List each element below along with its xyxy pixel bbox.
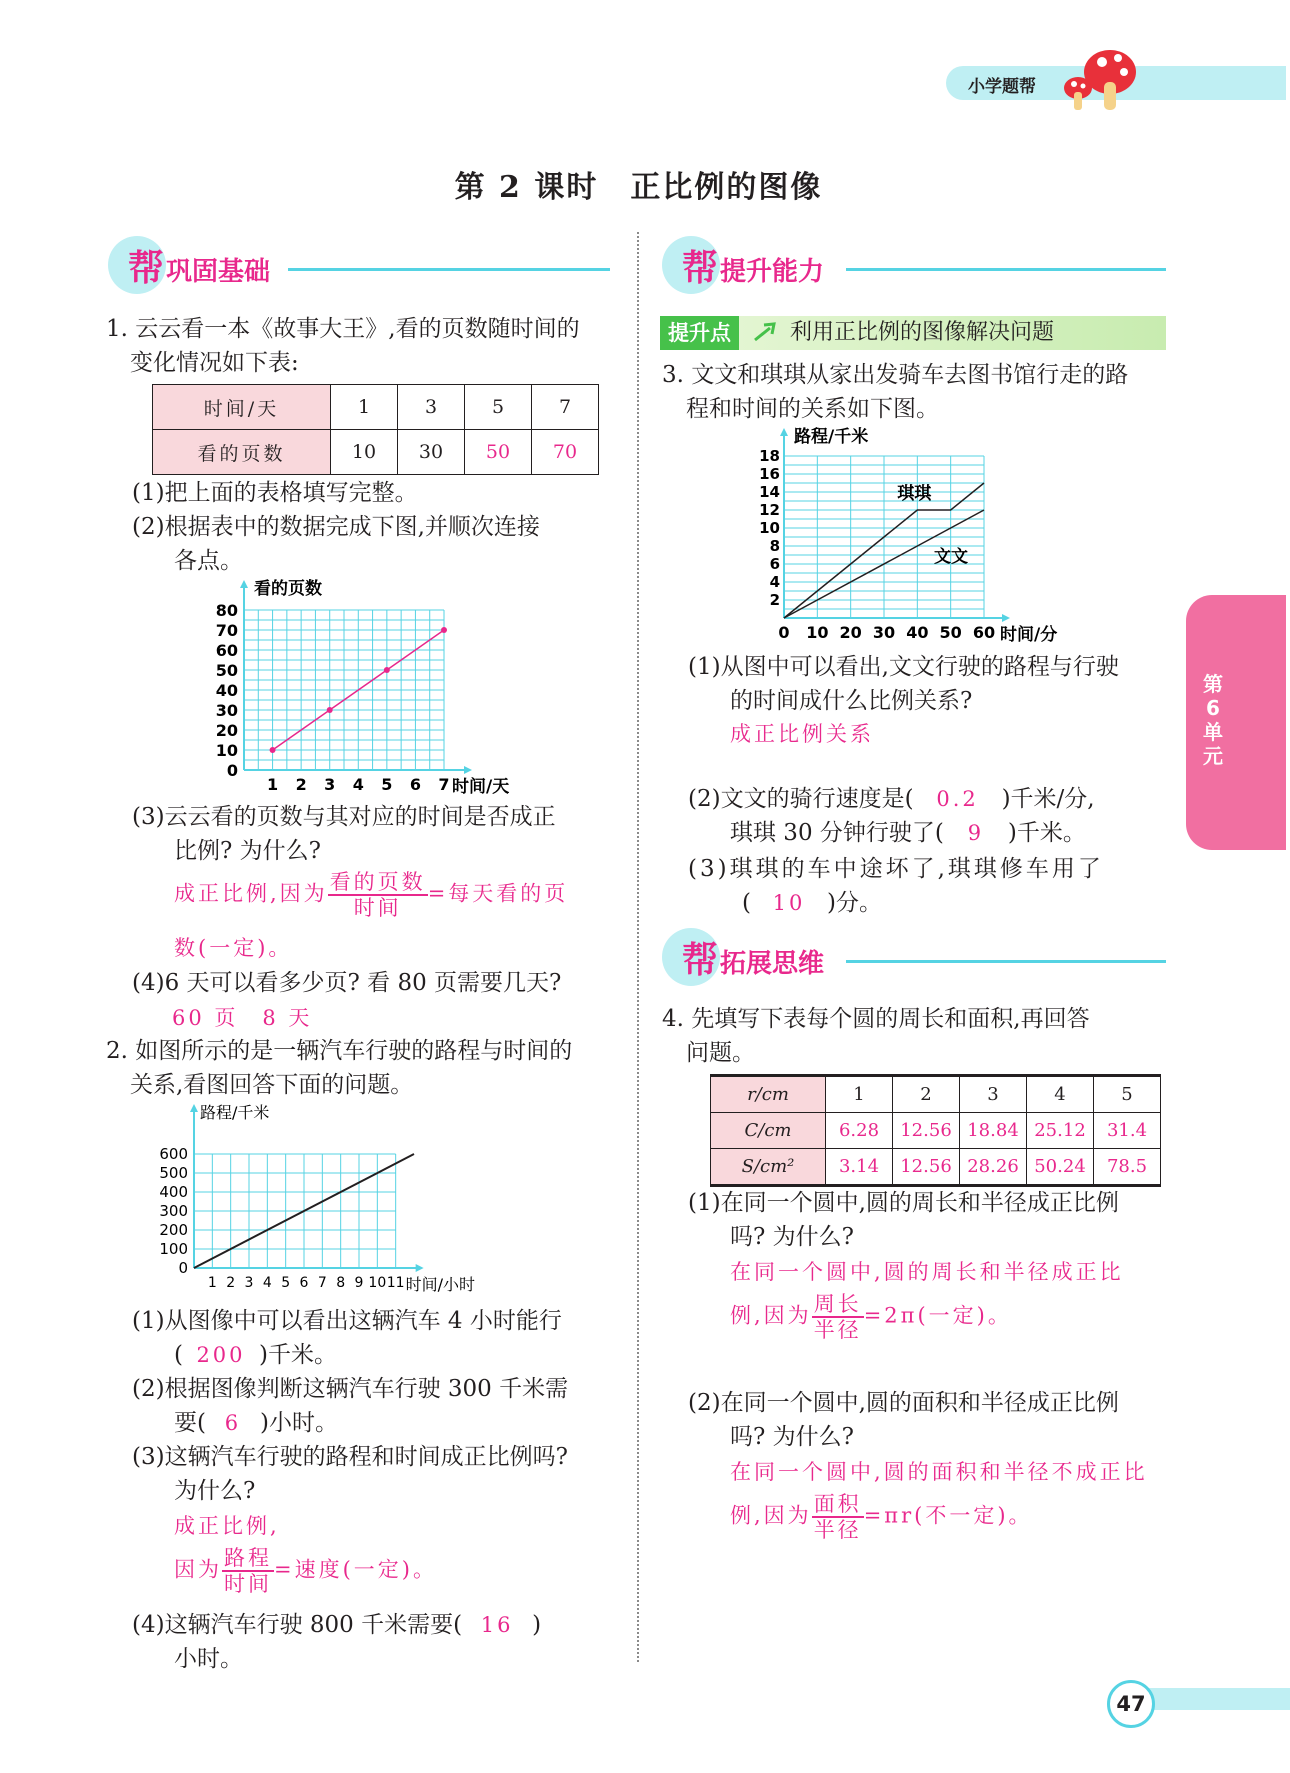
fraction-denominator: 时间	[353, 896, 402, 920]
x-tick-label: 3	[324, 775, 336, 794]
y-tick-label: 600	[159, 1145, 188, 1163]
x-tick-label: 10	[368, 1275, 387, 1291]
answer-blank: 200	[196, 1343, 246, 1367]
fraction-denominator: 半径	[813, 1318, 862, 1342]
section-rule	[846, 268, 1166, 271]
q4-answer1-line2	[730, 1292, 1012, 1342]
table-cell: 2	[893, 1076, 960, 1113]
y-tick-label: 500	[159, 1164, 188, 1182]
answer-cell: 12.56	[893, 1149, 960, 1186]
axis-arrow	[780, 428, 788, 436]
q3-answer1: 成正比例关系	[730, 722, 874, 746]
answer-blank: 10	[772, 891, 806, 915]
q2-part1-line1: (1)从图像中可以看出这辆汽车 4 小时能行	[132, 1308, 562, 1334]
y-tick-label: 0	[178, 1259, 188, 1277]
y-tick-label: 12	[759, 501, 780, 519]
fraction-numerator: 看的页数	[329, 870, 426, 894]
answer-text: 例,因为	[730, 1303, 812, 1328]
chart-pages-vs-days	[200, 578, 550, 800]
x-axis-label: 时间/分	[1000, 625, 1058, 645]
answer-cell: 31.4	[1094, 1113, 1161, 1149]
x-tick-label: 20	[839, 623, 862, 642]
chart-cycling-distance	[756, 426, 1116, 648]
answer-cell: 28.26	[960, 1149, 1027, 1186]
section-badge-char: 帮	[682, 248, 719, 289]
q4-table	[710, 1074, 1161, 1187]
axis-arrow	[1002, 614, 1010, 622]
text: (	[742, 890, 751, 916]
q3-part3-line2	[742, 886, 882, 920]
q1-stem-line1: 1. 云云看一本《故事大王》,看的页数随时间的	[106, 316, 580, 342]
answer-cell: 70	[532, 430, 599, 475]
answer-text: =每天看的页	[427, 881, 569, 906]
q2-part3-line2: 为什么?	[174, 1478, 256, 1504]
table-row	[153, 385, 599, 430]
q1-part3-line2: 比例? 为什么?	[174, 838, 321, 864]
answer-cell: 78.5	[1094, 1149, 1161, 1186]
x-axis-label: 时间/小时	[405, 1275, 476, 1294]
x-tick-label: 2	[226, 1275, 236, 1291]
q2-stem-line1: 2. 如图所示的是一辆汽车行驶的路程与时间的	[106, 1038, 573, 1064]
x-tick-label: 40	[906, 623, 929, 642]
x-tick-label: 10	[806, 623, 829, 642]
series-label: 文文	[934, 547, 968, 568]
fraction-denominator: 时间	[224, 1572, 272, 1596]
table-row	[153, 430, 599, 475]
x-tick-label: 7	[317, 1275, 327, 1291]
y-tick-label: 2	[769, 591, 780, 609]
y-tick-label: 20	[215, 721, 238, 740]
q1-stem-line2: 变化情况如下表:	[130, 350, 299, 376]
text: )千米/分,	[1001, 786, 1095, 812]
axis-arrow	[464, 766, 472, 774]
improve-point-tag: 提升点	[660, 316, 739, 350]
y-tick-label: 10	[759, 519, 780, 537]
x-tick-label: 0	[778, 623, 790, 642]
y-tick-label: 30	[215, 701, 238, 720]
y-tick-label: 400	[159, 1183, 188, 1201]
y-axis-label: 路程/千米	[794, 427, 869, 447]
answer-cell: 25.12	[1027, 1113, 1094, 1149]
y-tick-label: 6	[769, 555, 780, 573]
x-tick-label: 5	[281, 1275, 291, 1291]
answer-text: 例,因为	[730, 1503, 812, 1528]
table-cell: 1	[331, 385, 398, 430]
x-tick-label: 4	[262, 1275, 272, 1291]
data-point	[384, 667, 390, 673]
answer-blank: 0.2	[936, 787, 979, 811]
table-row	[711, 1076, 1161, 1113]
q2-part3-line1: (3)这辆汽车行驶的路程和时间成正比例吗?	[132, 1444, 568, 1470]
x-tick-label: 6	[299, 1275, 309, 1291]
answer-cell: 18.84	[960, 1113, 1027, 1149]
table-cell: 3	[960, 1076, 1027, 1113]
answer-cell: 50.24	[1027, 1149, 1094, 1186]
axis-arrow	[190, 1104, 198, 1112]
y-tick-label: 18	[759, 447, 780, 465]
chart-distance-vs-hours	[159, 1102, 572, 1298]
x-tick-label: 30	[872, 623, 896, 642]
y-tick-label: 300	[159, 1202, 188, 1220]
y-tick-label: 80	[215, 601, 238, 620]
table-header-cell: C/cm	[711, 1113, 826, 1149]
q2-part2-line1: (2)根据图像判断这辆汽车行驶 300 千米需	[132, 1376, 569, 1402]
axis-arrow	[240, 580, 248, 588]
arrow-icon	[752, 320, 782, 346]
q1-answer3-line2: 数(一定)。	[174, 936, 293, 960]
axis-arrow	[416, 1264, 424, 1272]
improve-point-text: 利用正比例的图像解决问题	[790, 320, 1055, 345]
text: )分。	[826, 890, 882, 916]
table-row	[711, 1149, 1161, 1186]
answer-blank: 6	[224, 1411, 242, 1435]
q2-answer3-line2	[174, 1546, 437, 1596]
q4-part2-line2: 吗? 为什么?	[730, 1424, 854, 1450]
table-header-cell: r/cm	[711, 1076, 826, 1113]
x-tick-label: 3	[244, 1275, 254, 1291]
data-point	[270, 747, 276, 753]
y-axis-label: 路程/千米	[200, 1103, 270, 1122]
x-tick-label: 6	[409, 775, 421, 794]
q3-stem-line2: 程和时间的关系如下图。	[686, 396, 939, 422]
answer-text: 因为	[174, 1557, 222, 1582]
text: (2)文文的骑行速度是(	[688, 786, 914, 812]
y-tick-label: 40	[215, 681, 238, 700]
x-tick-label: 1	[267, 775, 279, 794]
fraction-denominator: 半径	[813, 1518, 862, 1542]
table-header-cell: 看的页数	[153, 430, 331, 475]
q2-part1-line2	[174, 1338, 337, 1372]
text: (	[174, 1342, 183, 1368]
x-axis-label: 时间/天	[452, 777, 510, 797]
q4-part1-line1: (1)在同一个圆中,圆的周长和半径成正比例	[688, 1190, 1119, 1216]
page-number: 47	[1107, 1680, 1155, 1728]
q4-stem-line2: 问题。	[686, 1040, 755, 1066]
q2-answer3-line1: 成正比例,	[174, 1514, 280, 1538]
answer-cell: 50	[465, 430, 532, 475]
table-header-cell: S/cm²	[711, 1149, 826, 1186]
table-cell: 30	[398, 430, 465, 475]
q3-part3-line1: (3)琪琪的车中途坏了,琪琪修车用了	[688, 856, 1104, 882]
q4-answer1-line1: 在同一个圆中,圆的周长和半径成正比	[730, 1260, 1124, 1284]
answer-blank: 9	[967, 821, 985, 845]
text: 琪琪 30 分钟行驶了(	[730, 820, 944, 846]
x-tick-label: 5	[381, 775, 393, 794]
q2-part4-line1	[132, 1608, 541, 1642]
q1-answer4: 60 页 8 天	[172, 1006, 313, 1030]
text: )小时。	[259, 1410, 338, 1436]
data-point	[441, 627, 447, 633]
series-label: 琪琪	[897, 484, 932, 505]
answer-cell: 12.56	[893, 1113, 960, 1149]
q4-part1-line2: 吗? 为什么?	[730, 1224, 854, 1250]
x-tick-label: 1	[207, 1275, 217, 1291]
y-tick-label: 4	[769, 573, 780, 591]
answer-fraction	[222, 1546, 274, 1596]
table-cell: 7	[532, 385, 599, 430]
section-rule	[288, 268, 610, 271]
table-cell: 1	[826, 1076, 893, 1113]
x-tick-label: 4	[352, 775, 364, 794]
section-badge-char: 帮	[128, 248, 165, 289]
section-title: 拓展思维	[720, 949, 825, 979]
answer-fraction	[812, 1292, 864, 1342]
table-cell: 5	[465, 385, 532, 430]
q3-part1-line2: 的时间成什么比例关系?	[730, 688, 973, 714]
q1-part2-line2: 各点。	[174, 548, 243, 574]
y-tick-label: 8	[769, 537, 780, 555]
table-header-cell: 时间/天	[153, 385, 331, 430]
q3-part2-line2	[730, 816, 1086, 850]
table-row	[711, 1113, 1161, 1149]
q1-part1: (1)把上面的表格填写完整。	[132, 480, 418, 506]
text: (4)这辆汽车行驶 800 千米需要(	[132, 1612, 463, 1638]
answer-text: =2π(一定)。	[863, 1303, 1012, 1328]
q4-answer2-line2	[730, 1492, 1033, 1542]
answer-cell: 6.28	[826, 1113, 893, 1149]
y-tick-label: 10	[215, 741, 238, 760]
text: )千米。	[1007, 820, 1086, 846]
q4-stem-line1: 4. 先填写下表每个圆的周长和面积,再回答	[662, 1006, 1090, 1032]
y-tick-label: 70	[215, 621, 238, 640]
answer-fraction	[328, 870, 428, 920]
y-tick-label: 14	[759, 483, 780, 501]
mushroom-icon	[1058, 44, 1138, 114]
y-tick-label: 100	[159, 1240, 188, 1258]
text: )	[532, 1612, 542, 1638]
section-title: 巩固基础	[166, 257, 271, 287]
answer-blank: 16	[480, 1613, 514, 1637]
x-tick-label: 2	[295, 775, 307, 794]
x-tick-label: 7	[438, 775, 450, 794]
x-tick-label: 11	[386, 1275, 405, 1291]
y-axis-label: 看的页数	[254, 579, 322, 599]
table-cell: 10	[331, 430, 398, 475]
q2-part2-line2	[174, 1406, 338, 1440]
table-cell: 4	[1027, 1076, 1094, 1113]
q2-stem-line2: 关系,看图回答下面的问题。	[130, 1072, 414, 1098]
y-tick-label: 16	[759, 465, 780, 483]
q4-part2-line1: (2)在同一个圆中,圆的面积和半径成正比例	[688, 1390, 1119, 1416]
section-rule	[846, 960, 1166, 963]
x-tick-label: 50	[939, 623, 962, 642]
q2-part4-line2: 小时。	[174, 1646, 243, 1672]
q4-answer2-line1: 在同一个圆中,圆的面积和半径不成正比	[730, 1460, 1148, 1484]
x-tick-label: 8	[336, 1275, 346, 1291]
text: )千米。	[258, 1342, 337, 1368]
section-badge-char: 帮	[682, 940, 719, 981]
answer-text: 成正比例,因为	[174, 881, 328, 906]
q3-part2-line1	[688, 782, 1095, 816]
data-point	[327, 707, 333, 713]
table-cell: 3	[398, 385, 465, 430]
section-title: 提升能力	[720, 257, 825, 287]
text: 要(	[174, 1410, 206, 1436]
y-tick-label: 200	[159, 1221, 188, 1239]
column-divider	[637, 232, 639, 1662]
fraction-numerator: 周长	[813, 1292, 862, 1316]
page-title: 第 2 课时 正比例的图像	[454, 170, 823, 205]
q1-part2-line1: (2)根据表中的数据完成下图,并顺次连接	[132, 514, 540, 540]
y-tick-label: 50	[215, 661, 238, 680]
fraction-numerator: 路程	[224, 1546, 272, 1570]
q1-part4: (4)6 天可以看多少页? 看 80 页需要几天?	[132, 970, 562, 996]
q3-stem-line1: 3. 文文和琪琪从家出发骑车去图书馆行走的路	[662, 362, 1129, 388]
y-tick-label: 60	[215, 641, 238, 660]
table-cell: 5	[1094, 1076, 1161, 1113]
unit-side-tab-label: 第6单元	[1203, 672, 1223, 768]
q1-table	[152, 384, 599, 475]
answer-cell: 3.14	[826, 1149, 893, 1186]
answer-fraction	[812, 1492, 864, 1542]
fraction-numerator: 面积	[813, 1492, 862, 1516]
x-tick-label: 60	[972, 623, 996, 642]
answer-text: =速度(一定)。	[274, 1557, 437, 1582]
brand-label: 小学题帮	[968, 77, 1036, 97]
q1-part3-line1: (3)云云看的页数与其对应的时间是否成正	[132, 804, 556, 830]
y-tick-label: 0	[226, 761, 238, 780]
q3-part1-line1: (1)从图中可以看出,文文行驶的路程与行驶	[688, 654, 1119, 680]
q1-answer3	[174, 870, 568, 920]
answer-text: =πr(不一定)。	[863, 1503, 1033, 1528]
x-tick-label: 9	[354, 1275, 364, 1291]
